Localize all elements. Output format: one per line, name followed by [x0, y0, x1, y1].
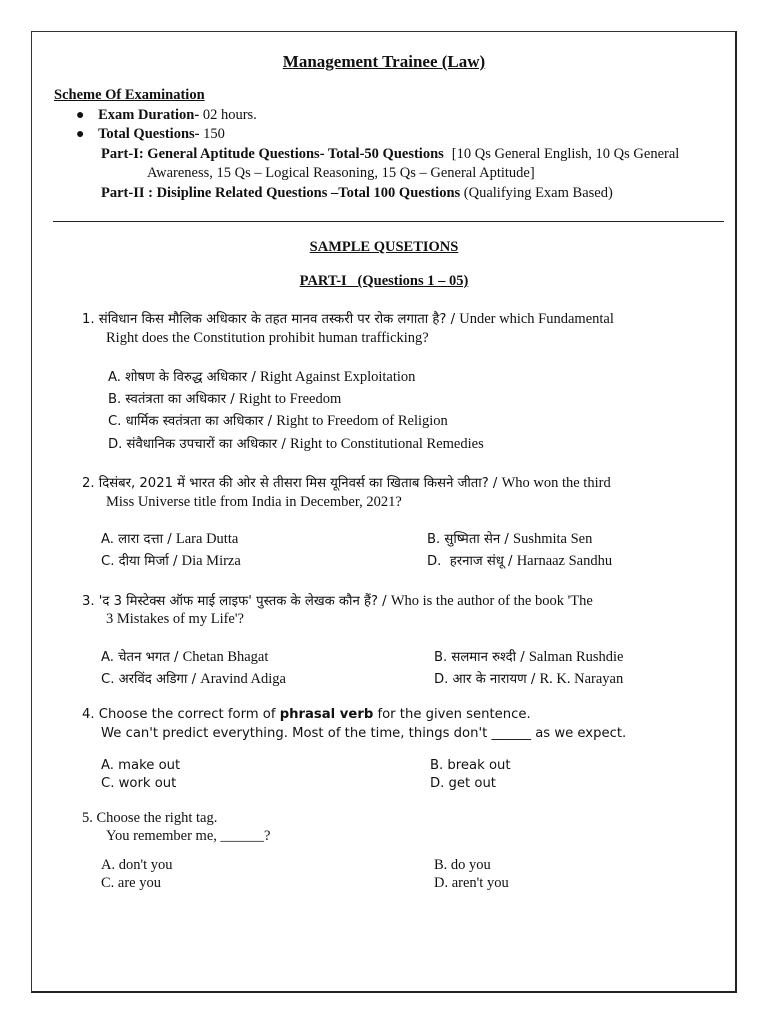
option-hindi: D. हरनाज संधू /	[427, 554, 517, 569]
part2-label: Part-II : Disipline Related Questions –Total 100 Questions	[101, 185, 461, 201]
q1-option-a	[108, 367, 415, 386]
option-english: Right to Freedom of Religion	[276, 413, 448, 429]
part2-description	[101, 185, 613, 202]
q4-option-c: C. work out	[101, 776, 177, 791]
q1-line2: Right does the Constitution prohibit human trafficking?	[106, 330, 429, 346]
option-english: Harnaaz Sandhu	[516, 553, 613, 569]
q2-option-a	[101, 529, 238, 548]
q1-line1	[82, 309, 614, 328]
q2-english: Who won the third	[501, 475, 611, 491]
bullet-exam-duration	[76, 107, 257, 124]
option-hindi: B. सलमान रुश्दी /	[434, 650, 529, 665]
q4-text: 4. Choose the correct form of	[82, 707, 280, 722]
bullet-icon: ●	[76, 108, 85, 123]
part1-label: Part-I: General Aptitude Questions- Total-50 Questions	[101, 146, 444, 162]
bullet-label: Exam Duration-	[98, 107, 200, 123]
q2-option-d	[427, 551, 612, 570]
q3-option-a	[101, 647, 268, 666]
q1-hindi: 1. संविधान किस मौलिक अधिकार के तहत मानव तस्करी पर रोक लगाता है? /	[82, 312, 460, 327]
option-english: Chetan Bhagat	[182, 649, 269, 665]
q3-english: Who is the author of the book 'The	[390, 593, 593, 609]
option-english: Dia Mirza	[181, 553, 241, 569]
q3-option-b	[434, 647, 624, 666]
q3-line2: 3 Mistakes of my Life'?	[106, 611, 244, 627]
q3-option-c	[101, 669, 286, 688]
q5-option-d: D. aren't you	[434, 875, 509, 891]
option-english: Right Against Exploitation	[259, 369, 416, 385]
q4-option-d: D. get out	[430, 776, 496, 791]
part1-heading: PART-I (Questions 1 – 05)	[299, 273, 469, 289]
option-english: R. K. Narayan	[539, 671, 624, 687]
q2-line2: Miss Universe title from India in December, 2021?	[106, 494, 402, 510]
part1-detail-line2: Awareness, 15 Qs – Logical Reasoning, 15 Qs – General Aptitude]	[147, 165, 535, 181]
q2-hindi: 2. दिसंबर, 2021 में भारत की ओर से तीसरा मिस यूनिवर्स का खिताब किसने जीता? /	[82, 476, 502, 491]
option-hindi: C. दीया मिर्जा /	[101, 554, 182, 569]
bullet-value: 150	[199, 126, 225, 142]
q1-option-d	[108, 434, 484, 453]
option-hindi: A. चेतन भगत /	[101, 650, 183, 665]
page-title: Management Trainee (Law)	[282, 52, 486, 71]
option-hindi: A. लारा दत्ता /	[101, 532, 176, 547]
option-hindi: D. संवैधानिक उपचारों का अधिकार /	[108, 437, 290, 452]
q5-option-c: C. are you	[101, 875, 161, 891]
q1-english: Under which Fundamental	[459, 311, 614, 327]
scheme-heading: Scheme Of Examination	[54, 87, 205, 103]
q3-line1	[82, 591, 593, 610]
bullet-total-questions	[76, 126, 225, 143]
part1-detail: [10 Qs General English, 10 Qs General	[451, 146, 680, 162]
bullet-value: 02 hours.	[199, 107, 257, 123]
q5-line2: You remember me, ______?	[106, 828, 271, 844]
q4-line1	[82, 707, 531, 722]
q5-option-a: A. don't you	[101, 857, 173, 873]
option-english: Lara Dutta	[175, 531, 239, 547]
q2-option-b	[427, 529, 592, 548]
q2-line1	[82, 473, 611, 492]
option-english: Aravind Adiga	[200, 671, 286, 687]
option-english: Right to Constitutional Remedies	[289, 436, 484, 452]
q5-option-b: B. do you	[434, 857, 491, 873]
q2-option-c	[101, 551, 241, 570]
option-hindi: C. धार्मिक स्वतंत्रता का अधिकार /	[108, 414, 277, 429]
option-hindi: B. स्वतंत्रता का अधिकार /	[108, 392, 239, 407]
divider-line	[53, 221, 724, 222]
option-hindi: D. आर के नारायण /	[434, 672, 540, 687]
q4-line2: We can't predict everything. Most of the time, things don't ______ as we expect.	[101, 726, 627, 741]
option-english: Right to Freedom	[238, 391, 342, 407]
bullet-icon: ●	[76, 127, 85, 142]
q4-option-a: A. make out	[101, 758, 181, 773]
bullet-label: Total Questions-	[98, 126, 200, 142]
option-hindi: B. सुष्मिता सेन /	[427, 532, 513, 547]
q1-option-c	[108, 411, 448, 430]
option-english: Salman Rushdie	[528, 649, 624, 665]
q3-option-d	[434, 669, 623, 688]
q4-bold-text: phrasal verb	[279, 707, 374, 722]
q3-hindi: 3. 'द 3 मिस्टेक्स ऑफ माई लाइफ' पुस्तक के लेखक कौन हैं? /	[82, 594, 391, 609]
part2-detail: (Qualifying Exam Based)	[460, 185, 613, 201]
q4-option-b: B. break out	[430, 758, 511, 773]
part1-description	[101, 146, 679, 163]
option-hindi: A. शोषण के विरुद्ध अधिकार /	[108, 370, 260, 385]
q1-option-b	[108, 389, 341, 408]
option-hindi: C. अरविंद अडिगा /	[101, 672, 201, 687]
q5-line1: 5. Choose the right tag.	[82, 810, 218, 826]
sample-questions-heading: SAMPLE QUSETIONS	[309, 239, 459, 255]
option-english: Sushmita Sen	[513, 531, 593, 547]
q4-text: for the given sentence.	[373, 707, 531, 722]
